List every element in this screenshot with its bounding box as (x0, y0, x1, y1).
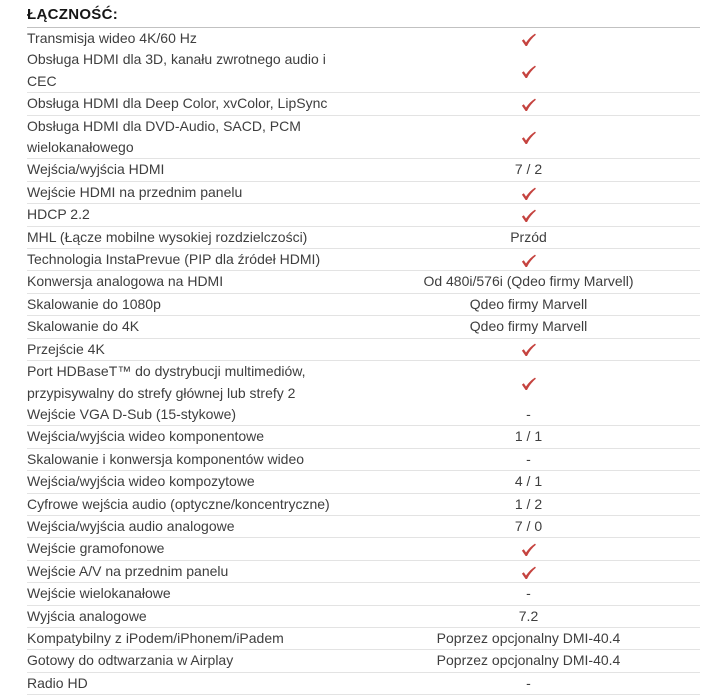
row-value: 7 / 0 (514, 517, 543, 534)
row-label: Przejście 4K (27, 340, 105, 357)
table-row (27, 673, 700, 695)
row-label: Radio HD (27, 674, 88, 691)
table-row (27, 249, 700, 271)
check-icon (521, 33, 537, 46)
row-value: - (526, 585, 531, 602)
row-label: HDCP 2.2 (27, 206, 90, 223)
row-value: - (526, 450, 531, 467)
row-value: - (526, 405, 531, 422)
table-row (27, 159, 700, 181)
check-icon (521, 65, 537, 78)
table-row (27, 583, 700, 605)
table-row (27, 628, 700, 650)
spec-table (27, 28, 700, 695)
row-value: Poprzez opcjonalny DMI-40.4 (436, 652, 621, 669)
check-icon (521, 98, 537, 111)
row-value (357, 126, 700, 147)
row-value: 4 / 1 (514, 473, 543, 490)
table-row (27, 494, 700, 516)
row-label: Wyjścia analogowe (27, 607, 147, 624)
table-row (27, 449, 700, 471)
row-label: Wejścia/wyjścia wideo komponentowe (27, 428, 265, 445)
check-icon (521, 377, 537, 390)
row-value (357, 204, 700, 225)
row-label: Wejście VGA D-Sub (15-stykowe) (27, 405, 237, 422)
row-label: Skalowanie do 1080p (27, 295, 161, 312)
row-label: Wejście gramofonowe (27, 540, 165, 557)
table-row (27, 227, 700, 249)
row-label: Konwersja analogowa na HDMI (27, 273, 224, 290)
row-value (357, 372, 700, 393)
table-row (27, 516, 700, 538)
check-icon (521, 187, 537, 200)
table-row (27, 116, 700, 160)
table-row (27, 49, 700, 93)
table-row (27, 471, 700, 493)
row-value: 1 / 1 (514, 428, 543, 445)
section-title: ŁĄCZNOŚĆ: (27, 0, 700, 28)
table-row (27, 316, 700, 338)
row-value (357, 28, 700, 49)
row-label: Port HDBaseT™ do dystrybucji multimediów, przypisywalny do strefy głównej lub strefy 2 (27, 363, 306, 401)
row-value: Qdeo firmy Marvell (469, 318, 588, 335)
row-label: Wejście wielokanałowe (27, 585, 171, 602)
row-value: Od 480i/576i (Qdeo firmy Marvell) (423, 273, 634, 290)
check-icon (521, 254, 537, 267)
check-icon (521, 566, 537, 579)
table-row (27, 561, 700, 583)
row-value: 1 / 2 (514, 495, 543, 512)
table-row (27, 650, 700, 672)
row-label: Wejścia/wyjścia HDMI (27, 161, 165, 178)
table-row (27, 182, 700, 204)
row-label: Wejście A/V na przednim panelu (27, 562, 229, 579)
row-value: 7.2 (518, 607, 539, 624)
row-label: Wejścia/wyjścia audio analogowe (27, 517, 235, 534)
row-value (357, 93, 700, 114)
row-label: Obsługa HDMI dla DVD-Audio, SACD, PCM wielokanałowego (27, 117, 301, 156)
row-label: Skalowanie do 4K (27, 318, 140, 335)
table-row (27, 606, 700, 628)
row-value: Poprzez opcjonalny DMI-40.4 (436, 629, 621, 646)
table-row (27, 426, 700, 448)
table-row (27, 361, 700, 404)
row-label: Obsługa HDMI dla Deep Color, xvColor, LipSync (27, 95, 328, 112)
row-value: - (526, 674, 531, 691)
row-label: Obsługa HDMI dla 3D, kanału zwrotnego audio i CEC (27, 51, 326, 89)
row-value: Przód (510, 228, 547, 245)
table-row (27, 538, 700, 560)
row-label: Gotowy do odtwarzania w Airplay (27, 652, 234, 669)
row-label: MHL (Łącze mobilne wysokiej rozdzielczości) (27, 228, 308, 245)
table-row (27, 93, 700, 115)
row-label: Transmisja wideo 4K/60 Hz (27, 30, 197, 46)
row-value (357, 182, 700, 203)
table-row (27, 204, 700, 226)
table-row (27, 271, 700, 293)
table-row (27, 294, 700, 316)
row-value (357, 60, 700, 81)
row-label: Technologia InstaPrevue (PIP dla źródeł HDMI) (27, 251, 321, 268)
row-value: Qdeo firmy Marvell (469, 295, 588, 312)
row-value (357, 339, 700, 360)
row-value (357, 249, 700, 270)
row-value (357, 561, 700, 582)
check-icon (521, 209, 537, 222)
table-row (27, 28, 700, 49)
table-row (27, 339, 700, 361)
row-value: 7 / 2 (514, 161, 543, 178)
table-row (27, 404, 700, 426)
row-label: Wejście HDMI na przednim panelu (27, 183, 243, 200)
row-label: Skalowanie i konwersja komponentów wideo (27, 450, 305, 467)
check-icon (521, 543, 537, 556)
check-icon (521, 343, 537, 356)
check-icon (521, 131, 537, 144)
row-label: Wejścia/wyjścia wideo kompozytowe (27, 473, 255, 490)
row-label: Cyfrowe wejścia audio (optyczne/koncentryczne) (27, 495, 330, 512)
row-value (357, 538, 700, 559)
row-label: Kompatybilny z iPodem/iPhonem/iPadem (27, 629, 284, 646)
